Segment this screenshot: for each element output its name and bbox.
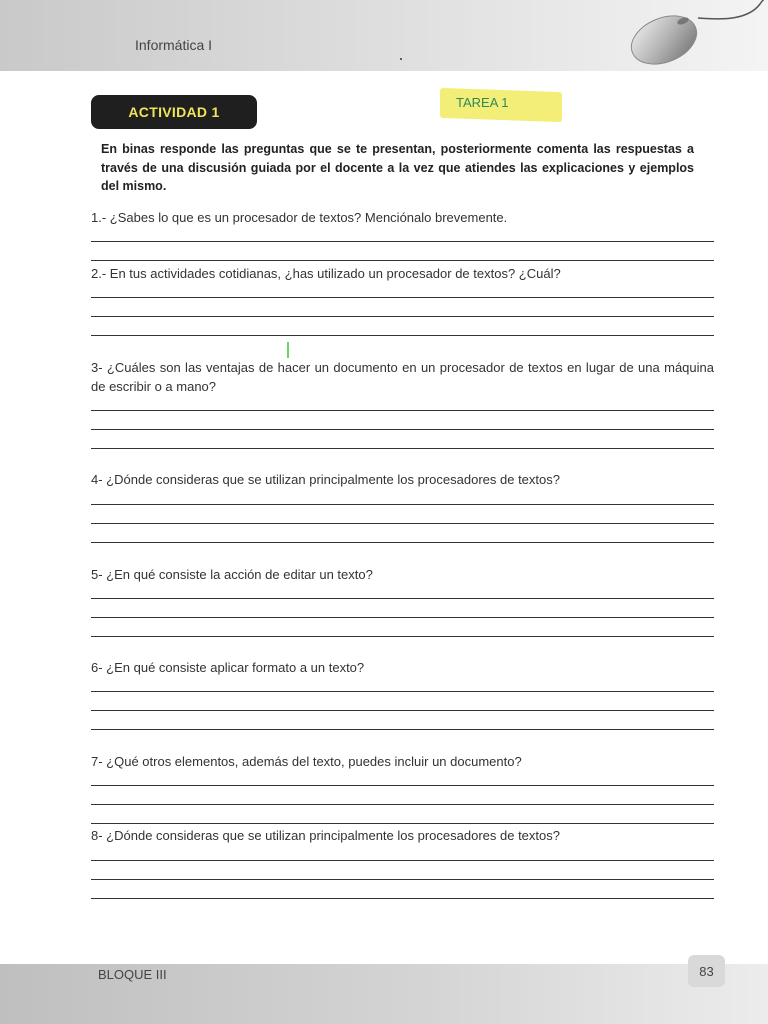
- answer-line: [91, 636, 714, 637]
- text-cursor-mark: [287, 342, 289, 358]
- question-1: 1.- ¿Sabes lo que es un procesador de textos? Menciónalo brevemente.: [91, 210, 508, 225]
- answer-line: [91, 879, 714, 880]
- instructions-text: En binas responde las preguntas que se te presentan, posteriormente comenta las respuestas a través de una discusión guiada por el docente a la vez que atiendes las explicaciones y ejemplos del mismo.: [101, 142, 694, 193]
- answer-line: [91, 410, 714, 411]
- task-label: TAREA 1: [456, 95, 509, 110]
- answer-line: [91, 823, 714, 824]
- answer-line: [91, 241, 714, 242]
- page-number: 83: [688, 955, 725, 987]
- answer-line: [91, 297, 714, 298]
- answer-line: [91, 729, 714, 730]
- answer-line: [91, 691, 714, 692]
- answer-line: [91, 504, 714, 505]
- answer-line: [91, 804, 714, 805]
- question-7: 7- ¿Qué otros elementos, además del texto, puedes incluir un documento?: [91, 754, 522, 769]
- answer-line: [91, 448, 714, 449]
- answer-line: [91, 598, 714, 599]
- computer-mouse-icon: [628, 0, 768, 70]
- answer-line: [91, 542, 714, 543]
- answer-line: [91, 617, 714, 618]
- answer-line: [91, 898, 714, 899]
- answer-line: [91, 335, 714, 336]
- answer-line: [91, 429, 714, 430]
- question-4: 4- ¿Dónde consideras que se utilizan principalmente los procesadores de textos?: [91, 472, 560, 487]
- question-3: 3- ¿Cuáles son las ventajas de hacer un documento en un procesador de textos en lugar de una máquina de escribir o a mano?: [91, 360, 714, 394]
- subject-title: Informática I: [135, 37, 213, 53]
- block-label: BLOQUE III: [98, 967, 167, 982]
- question-5: 5- ¿En qué consiste la acción de editar un texto?: [91, 567, 373, 582]
- answer-line: [91, 710, 714, 711]
- answer-line: [91, 785, 714, 786]
- question-8: 8- ¿Dónde consideras que se utilizan principalmente los procesadores de textos?: [91, 828, 560, 843]
- question-2: 2.- En tus actividades cotidianas, ¿has utilizado un procesador de textos? ¿Cuál?: [91, 266, 561, 281]
- question-6: 6- ¿En qué consiste aplicar formato a un texto?: [91, 660, 365, 675]
- answer-line: [91, 260, 714, 261]
- stray-dot: [400, 58, 402, 60]
- answer-line: [91, 316, 714, 317]
- answer-line: [91, 860, 714, 861]
- activity-badge: ACTIVIDAD 1: [91, 95, 257, 129]
- answer-line: [91, 523, 714, 524]
